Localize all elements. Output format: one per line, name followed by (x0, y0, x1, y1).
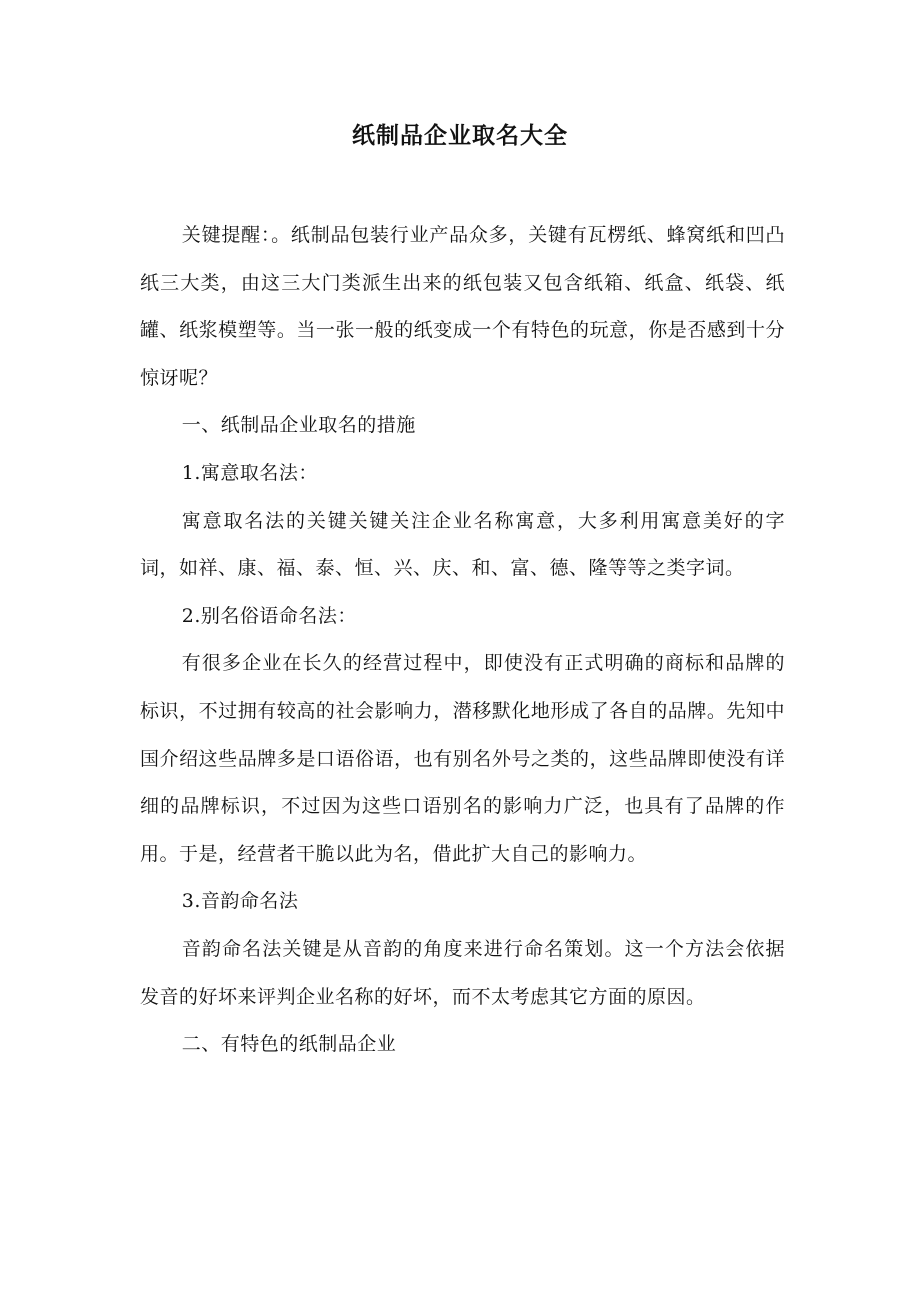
paragraph-intro: 关键提醒：。纸制品包装行业产品众多，关键有瓦楞纸、蜂窝纸和凹凸纸三大类，由这三大门类派生出来的纸包装又包含纸箱、纸盒、纸袋、纸罐、纸浆模塑等。当一张一般的纸变成一个有特色的玩意，你是否感到十分惊讶呢？ (140, 224, 785, 389)
subheading-alias-method: 2.别名俗语命名法： (181, 604, 357, 627)
document-body (140, 212, 785, 1069)
paragraph-alias-method: 有很多企业在长久的经营过程中，即使没有正式明确的商标和品牌的标识，不过拥有较高的社会影响力，潜移默化地形成了各自的品牌。先知中国介绍这些品牌多是口语俗语，也有别名外号之类的，这些品牌即使没有详细的品牌标识，不过因为这些口语别名的影响力广泛，也具有了品牌的作用。于是，经营者干脆以此为名，借此扩大自己的影响力。 (140, 652, 785, 865)
section-heading-featured: 二、有特色的纸制品企业 (181, 1033, 397, 1056)
paragraph-phonetic-method: 音韵命名法关键是从音韵的角度来进行命名策划。这一个方法会依据发音的好坏来评判企业名称的好坏，而不太考虑其它方面的原因。 (140, 937, 785, 1008)
section-heading-methods: 一、纸制品企业取名的措施 (181, 414, 416, 437)
paragraph-meaning-method: 寓意取名法的关键关键关注企业名称寓意，大多利用寓意美好的字词，如祥、康、福、泰、恒、兴、庆、和、富、德、隆等等之类字词。 (140, 509, 785, 580)
subheading-phonetic-method: 3.音韵命名法 (181, 890, 299, 913)
document-title: 纸制品企业取名大全 (352, 122, 568, 149)
subheading-meaning-method: 1.寓意取名法： (181, 461, 318, 484)
